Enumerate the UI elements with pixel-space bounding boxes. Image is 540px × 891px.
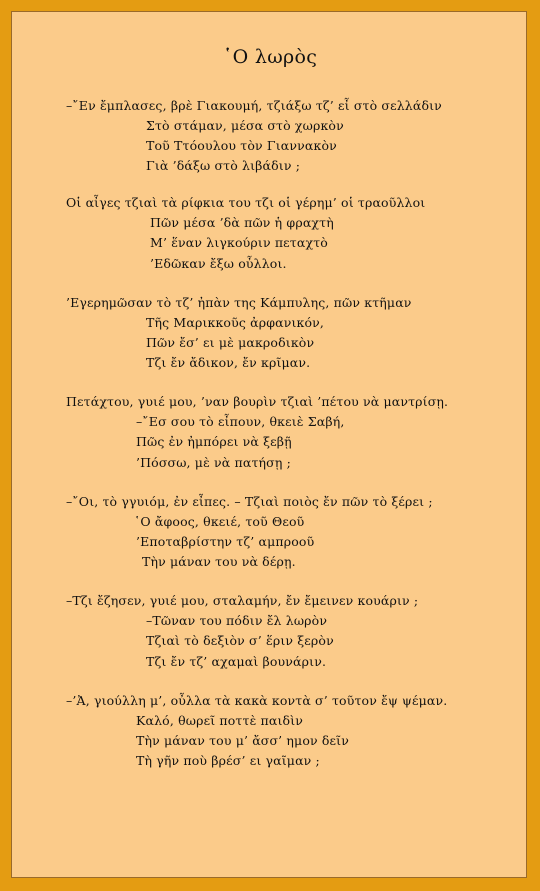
verse-line: –῎Εσ σου τὸ εἶπουν, θκειὲ Σαβή, <box>136 414 345 429</box>
verse-line: –Τζι ἔζησεν, γυιέ μου, σταλαμήν, ἔν ἔμεινεν κουάριν ; <box>66 593 419 608</box>
poem-title: ῾Ο λωρὸς <box>222 46 318 68</box>
verse-line: Τῆς Μαρικκοῦς ἀρφανικόν, <box>146 315 325 330</box>
verse-line: ’Εποταβρίστην τζ’ αμπροοῦ <box>136 534 315 549</box>
verse-line: Καλό, θωρεῖ ποττὲ παιδὶν <box>136 713 304 728</box>
verse-line: Γιὰ ’δάξω στὸ λιβάδιν ; <box>146 158 301 173</box>
verse-line: ’Εδῶκαν ἔξω οὖλλοι. <box>150 256 287 271</box>
verse-line: Πῶν μέσα ’δὰ πῶν ἡ φραχτὴ <box>150 215 334 230</box>
verse-line: Πῶς ἐν ἠμπόρει νὰ ξεβῇ <box>136 434 292 449</box>
verse-line: –῎Εν ἔμπλασες, βρὲ Γιακουμή, τζιάξω τζ’ εἶ στὸ σελλάδιν <box>66 98 442 113</box>
verse-line: Τὴ γῆν ποὺ βρέσ’ ει γαῖμαν ; <box>136 753 320 768</box>
verse-line: Στὸ στάμαν, μέσα στὸ χωρκὸν <box>146 118 344 133</box>
document-page <box>11 11 527 878</box>
verse-line: Τὴν μάναν του μ’ ἄσσ’ ημον δεῖν <box>136 733 349 748</box>
verse-line: ’Πόσσω, μὲ νὰ πατήσῃ ; <box>136 455 291 470</box>
verse-line: Τζι ἔν τζ’ αχαμαὶ βουνάριν. <box>146 654 327 669</box>
verse-line: Οἱ αἶγες τζιαὶ τὰ ρίφκια του τζι οἱ γέρημ’ οἱ τραοῦλλοι <box>66 195 426 210</box>
verse-line: ’Εγερημῶσαν τὸ τζ’ ἠπὰν της Κάμπυλης, πῶν κτῆμαν <box>66 295 412 310</box>
verse-line: Πῶν ἔσ’ ει μὲ μακροδικὸν <box>146 335 315 350</box>
verse-line: –῎Οι, τὸ γγυιόμ, ἐν εἶπες. – Τζιαὶ ποιὸς ἔν πῶν τὸ ξέρει ; <box>66 494 433 509</box>
verse-line: Τοῦ Ττόουλου τὸν Γιαννακὸν <box>146 138 337 153</box>
verse-line: Πετάχτου, γυιέ μου, ’ναν βουρὶν τζιαὶ ’πέτου νὰ μαντρίσῃ. <box>66 394 449 409</box>
verse-line: –’Ἀ, γιούλλη μ’, οὖλλα τὰ κακὰ κοντὰ σ’ τοῦτον ἔψ ψέμαν. <box>66 693 448 708</box>
verse-line: Τζι ἔν ἄδικον, ἔν κρῖμαν. <box>146 355 311 370</box>
verse-line: –Τῶναν του πόδιν ἔλ λωρὸν <box>146 613 328 628</box>
verse-line: Μ’ ἕναν λιγκούριν πεταχτὸ <box>150 235 328 250</box>
verse-line: Τζιαὶ τὸ δεξιὸν σ’ ἕριν ξερὸν <box>146 633 334 648</box>
verse-line: Τὴν μάναν του νὰ δέρῃ. <box>142 554 296 569</box>
verse-line: ῾Ο ἄφοος, θκειέ, τοῦ Θεοῦ <box>134 514 305 529</box>
